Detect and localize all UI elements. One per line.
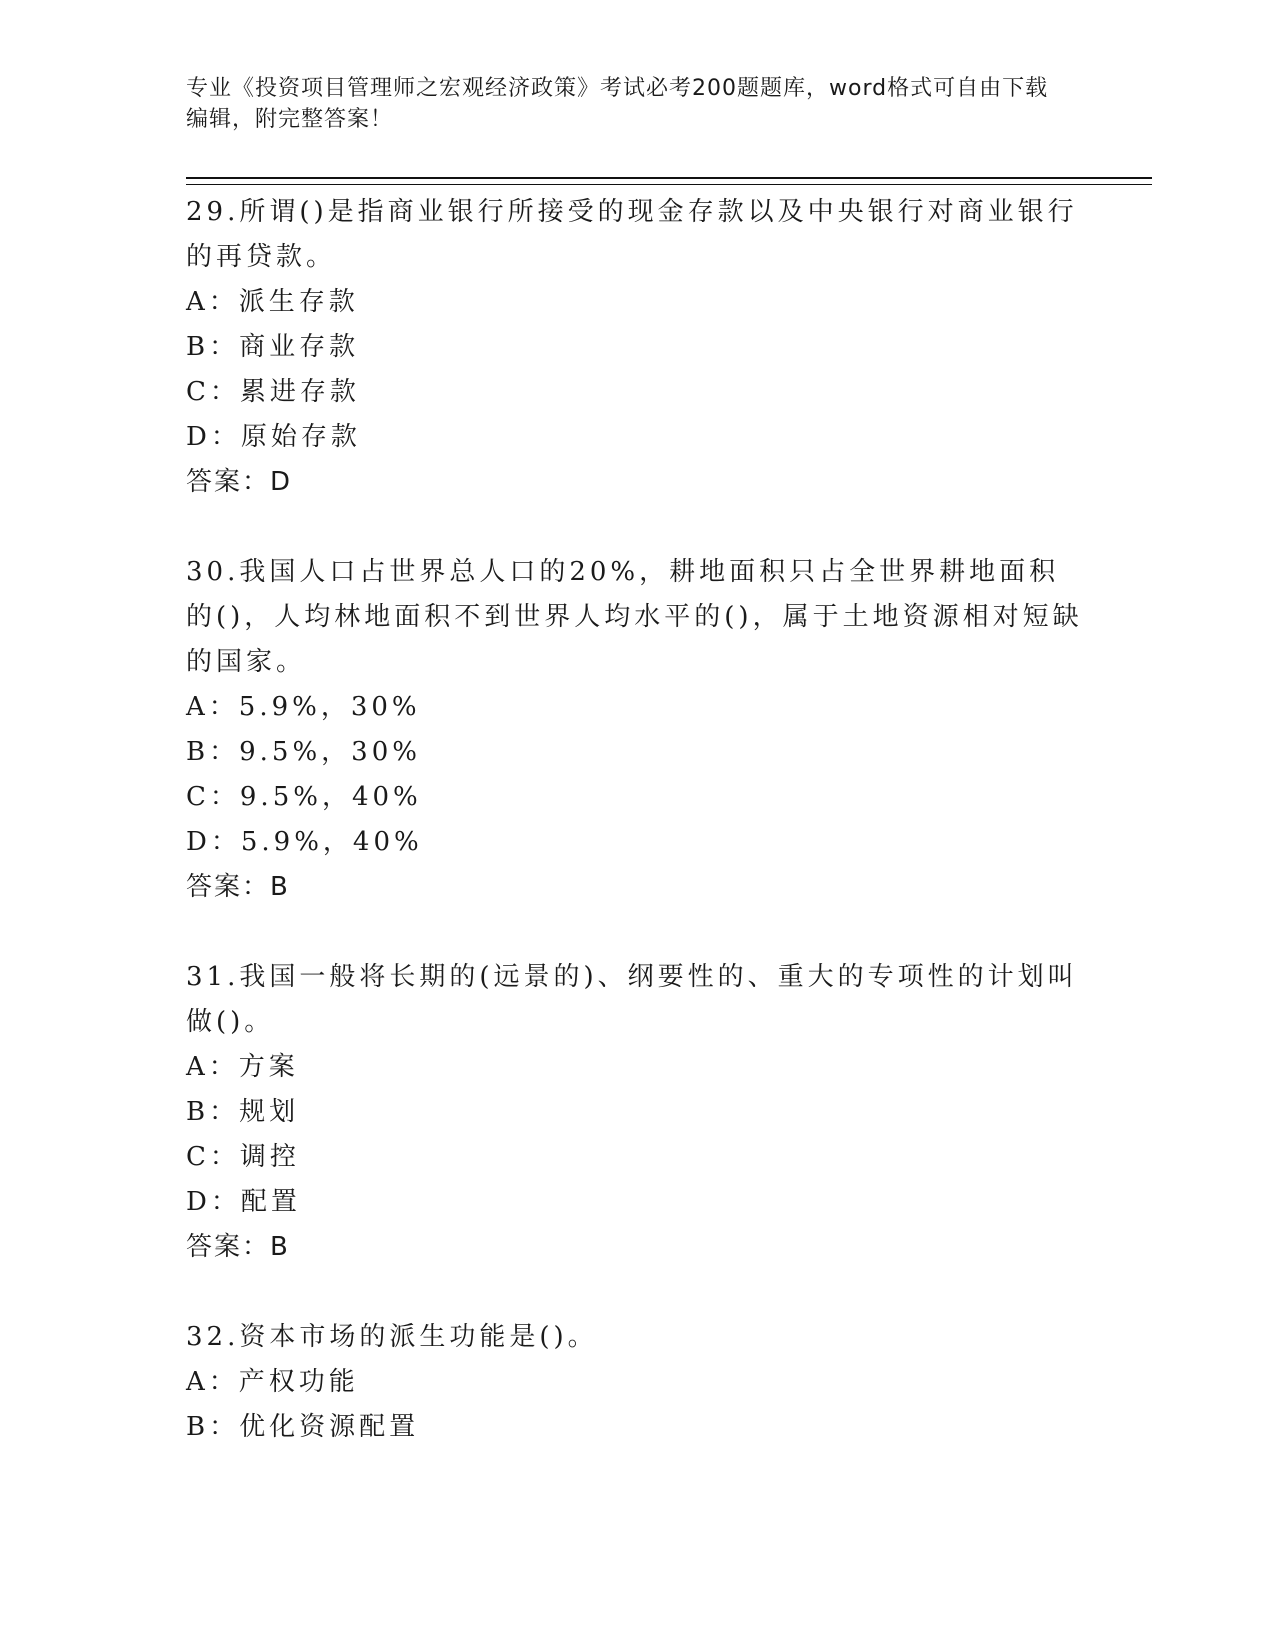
question-stem: 31.我国一般将长期的(远景的)、纲要性的、重大的专项性的计划叫做()。 (186, 962, 1078, 1037)
page-header: 专业《投资项目管理师之宏观经济政策》考试必考200题题库，word格式可自由下载编辑，附完整答案！ (186, 76, 1049, 132)
question-list (186, 190, 1086, 1495)
answer: 答案：B (186, 872, 290, 902)
answer: 答案：D (186, 467, 293, 497)
option-d: D：原始存款 (186, 422, 361, 452)
question-stem: 30.我国人口占世界总人口的20%，耕地面积只占全世界耕地面积的()，人均林地面积不到世界人均水平的()，属于土地资源相对短缺的国家。 (186, 557, 1083, 677)
option-a: A：产权功能 (186, 1367, 359, 1397)
option-a: A：派生存款 (186, 287, 359, 317)
question-31 (186, 955, 1086, 1270)
option-d: D：配置 (186, 1187, 301, 1217)
option-b: B：9.5%，30% (186, 737, 421, 767)
option-a: A：5.9%，30% (186, 692, 421, 722)
option-c: C：9.5%，40% (186, 782, 422, 812)
option-d: D：5.9%，40% (186, 827, 423, 857)
option-c: C：调控 (186, 1142, 300, 1172)
option-b: B：规划 (186, 1097, 300, 1127)
question-29 (186, 190, 1086, 505)
option-b: B：商业存款 (186, 332, 360, 362)
header-divider (186, 177, 1152, 185)
option-a: A：方案 (186, 1052, 299, 1082)
question-stem: 32.资本市场的派生功能是()。 (186, 1322, 598, 1352)
question-32 (186, 1315, 1086, 1450)
answer: 答案：B (186, 1232, 290, 1262)
question-30 (186, 550, 1086, 910)
option-b: B：优化资源配置 (186, 1412, 420, 1442)
question-stem: 29.所谓()是指商业银行所接受的现金存款以及中央银行对商业银行的再贷款。 (186, 197, 1078, 272)
option-c: C：累进存款 (186, 377, 360, 407)
